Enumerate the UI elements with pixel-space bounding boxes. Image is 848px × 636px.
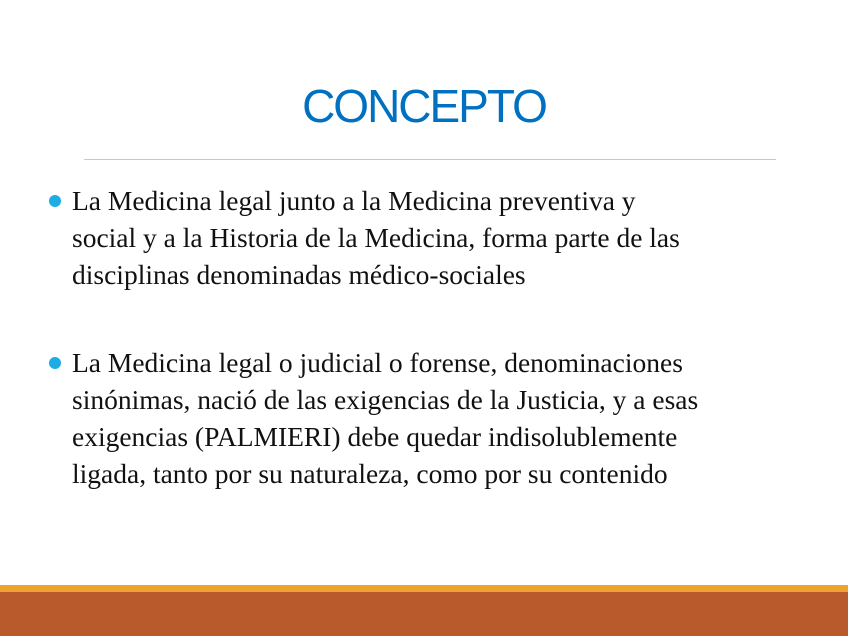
footer-band <box>0 592 848 636</box>
bullet-text-line: La Medicina legal o judicial o forense, denominaciones <box>72 347 683 378</box>
bullet-text-line: La Medicina legal junto a la Medicina preventiva y <box>72 185 636 216</box>
bullet-icon <box>49 195 61 207</box>
bullet-item <box>44 344 824 492</box>
bullet-text-line: exigencias (PALMIERI) debe quedar indisolublemente <box>72 421 678 452</box>
bullet-text-line: disciplinas denominadas médico-sociales <box>72 259 526 290</box>
bullet-list <box>44 182 824 492</box>
footer-accent-stripe <box>0 585 848 592</box>
bullet-text-line: ligada, tanto por su naturaleza, como por su contenido <box>72 458 668 489</box>
bullet-item <box>44 182 824 293</box>
bullet-icon <box>49 357 61 369</box>
slide-title: CONCEPTO <box>302 80 546 132</box>
bullet-text-line: sinónimas, nació de las exigencias de la Justicia, y a esas <box>72 384 699 415</box>
title-divider <box>84 159 776 160</box>
bullet-text-line: social y a la Historia de la Medicina, forma parte de las <box>72 222 680 253</box>
